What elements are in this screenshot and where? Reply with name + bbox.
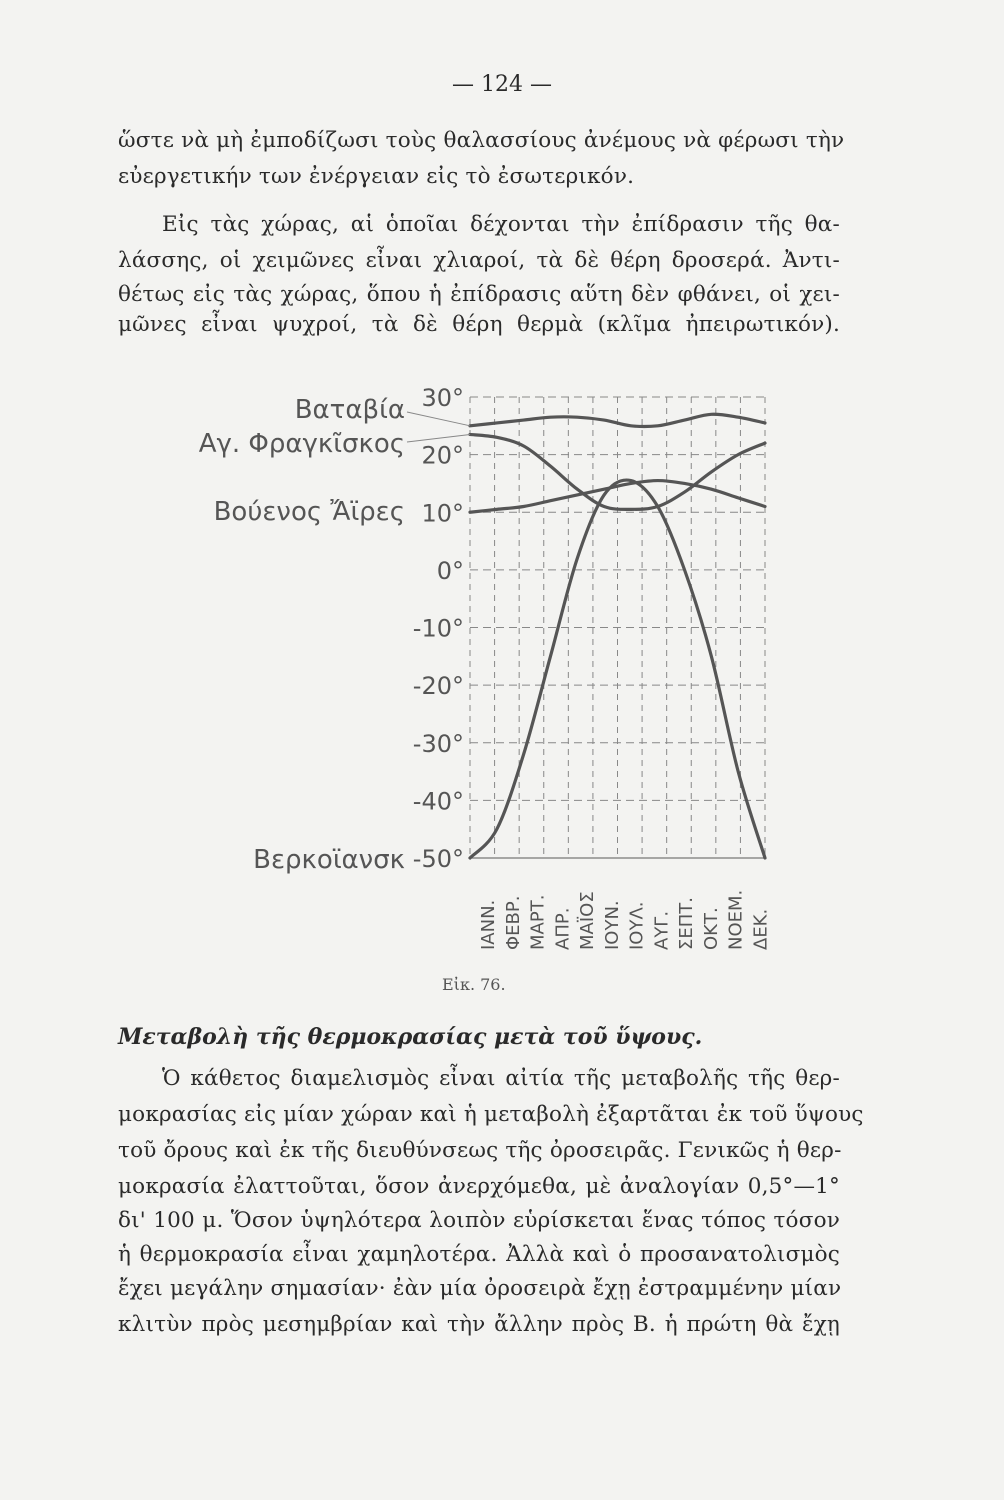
y-tick-label: -20° bbox=[412, 672, 464, 701]
text-line: θέτως εἰς τὰς χώρας, ὅπου ἡ ἐπίδρασις αὕτη δὲν φθάνει, οἱ χει- bbox=[118, 282, 840, 307]
x-tick-label: ΝΟΕΜ. bbox=[725, 889, 747, 950]
x-tick-label: ΙΟΥΝ. bbox=[601, 900, 623, 950]
text-line: μῶνες εἶναι ψυχροί, τὰ δὲ θέρη θερμὰ (κλῖμα ἠπειρωτικόν). bbox=[118, 312, 840, 337]
x-tick-label: ΙΟΥΛ. bbox=[626, 901, 648, 950]
x-tick-label: ΑΠΡ. bbox=[552, 907, 574, 950]
x-tick-label: ΜΑΡΤ. bbox=[527, 894, 549, 950]
y-tick-label: 20° bbox=[421, 441, 464, 470]
y-tick-label: -40° bbox=[412, 787, 464, 816]
y-tick-label: 10° bbox=[421, 499, 464, 528]
x-tick-label: ΣΕΠΤ. bbox=[676, 897, 698, 950]
text-line: δι' 100 μ. Ὅσον ὑψηλότερα λοιπὸν εὑρίσκεται ἕνας τόπος τόσον bbox=[118, 1208, 840, 1233]
x-tick-label: ΦΕΒΡ. bbox=[502, 895, 524, 950]
text-line: τοῦ ὄρους καὶ ἐκ τῆς διευθύνσεως τῆς ὀροσειρᾶς. Γενικῶς ἡ θερ- bbox=[118, 1138, 842, 1163]
y-tick-label: -50° bbox=[412, 845, 464, 873]
section-heading: Μεταβολὴ τῆς θερμοκρασίας μετὰ τοῦ ὕψους. bbox=[118, 1024, 703, 1050]
text-line: κλιτὺν πρὸς μεσημβρίαν καὶ τὴν ἄλλην πρὸς Β. ἡ πρώτη θὰ ἔχῃ bbox=[118, 1312, 840, 1337]
text-line: εὐεργετικήν των ἐνέργειαν εἰς τὸ ἐσωτερικόν. bbox=[118, 164, 635, 189]
x-tick-label: ΟΚΤ. bbox=[700, 907, 722, 950]
series-label: Βαταβία bbox=[294, 395, 405, 425]
temperature-chart bbox=[170, 380, 790, 970]
text-line: Εἰς τὰς χώρας, αἱ ὁποῖαι δέχονται τὴν ἐπίδρασιν τῆς θα- bbox=[162, 212, 840, 237]
x-tick-label: ΔΕΚ. bbox=[750, 908, 772, 950]
text-line: μοκρασίας εἰς μίαν χώραν καὶ ἡ μεταβολὴ ἐξαρτᾶται ἐκ τοῦ ὕψους bbox=[118, 1102, 864, 1127]
series-label: Βούενος Ἄϊρες bbox=[213, 497, 405, 527]
text-line: ἡ θερμοκρασία εἶναι χαμηλοτέρα. Ἀλλὰ καὶ ὁ προσανατολισμὸς bbox=[118, 1242, 840, 1267]
text-line: Ὁ κάθετος διαμελισμὸς εἶναι αἰτία τῆς μεταβολῆς τῆς θερ- bbox=[162, 1066, 840, 1091]
x-tick-label: ΜΑΪΟΣ bbox=[577, 891, 599, 950]
y-tick-label: -30° bbox=[412, 729, 464, 758]
text-line: λάσσης, οἱ χειμῶνες εἶναι χλιαροί, τὰ δὲ θέρη δροσερά. Ἀντι- bbox=[118, 248, 840, 273]
series-label: Αγ. Φραγκῖσκος bbox=[198, 429, 405, 459]
leader-line bbox=[407, 412, 470, 426]
series-line bbox=[470, 480, 765, 858]
x-tick-label: ΙΑΝΝ. bbox=[478, 899, 499, 950]
y-tick-label: 0° bbox=[436, 556, 464, 585]
text-line: ἔχει μεγάλην σημασίαν· ἐὰν μία ὀροσειρὰ ἔχῃ ἐστραμμένην μίαν bbox=[118, 1276, 842, 1301]
y-tick-label: 30° bbox=[421, 384, 464, 412]
text-line: μοκρασία ἐλαττοῦται, ὅσον ἀνερχόμεθα, μὲ ἀναλογίαν 0,5°—1° bbox=[118, 1174, 840, 1199]
text-line: ὥστε νὰ μὴ ἐμποδίζωσι τοὺς θαλασσίους ἀνέμους νὰ φέρωσι τὴν bbox=[118, 128, 845, 153]
y-tick-label: -10° bbox=[412, 614, 464, 643]
x-tick-label: ΑΥΓ. bbox=[651, 910, 673, 950]
figure-caption: Εἰκ. 76. bbox=[442, 975, 506, 994]
page-number: — 124 — bbox=[452, 72, 552, 97]
series-label: Βερκοϊανσκ bbox=[253, 845, 405, 875]
